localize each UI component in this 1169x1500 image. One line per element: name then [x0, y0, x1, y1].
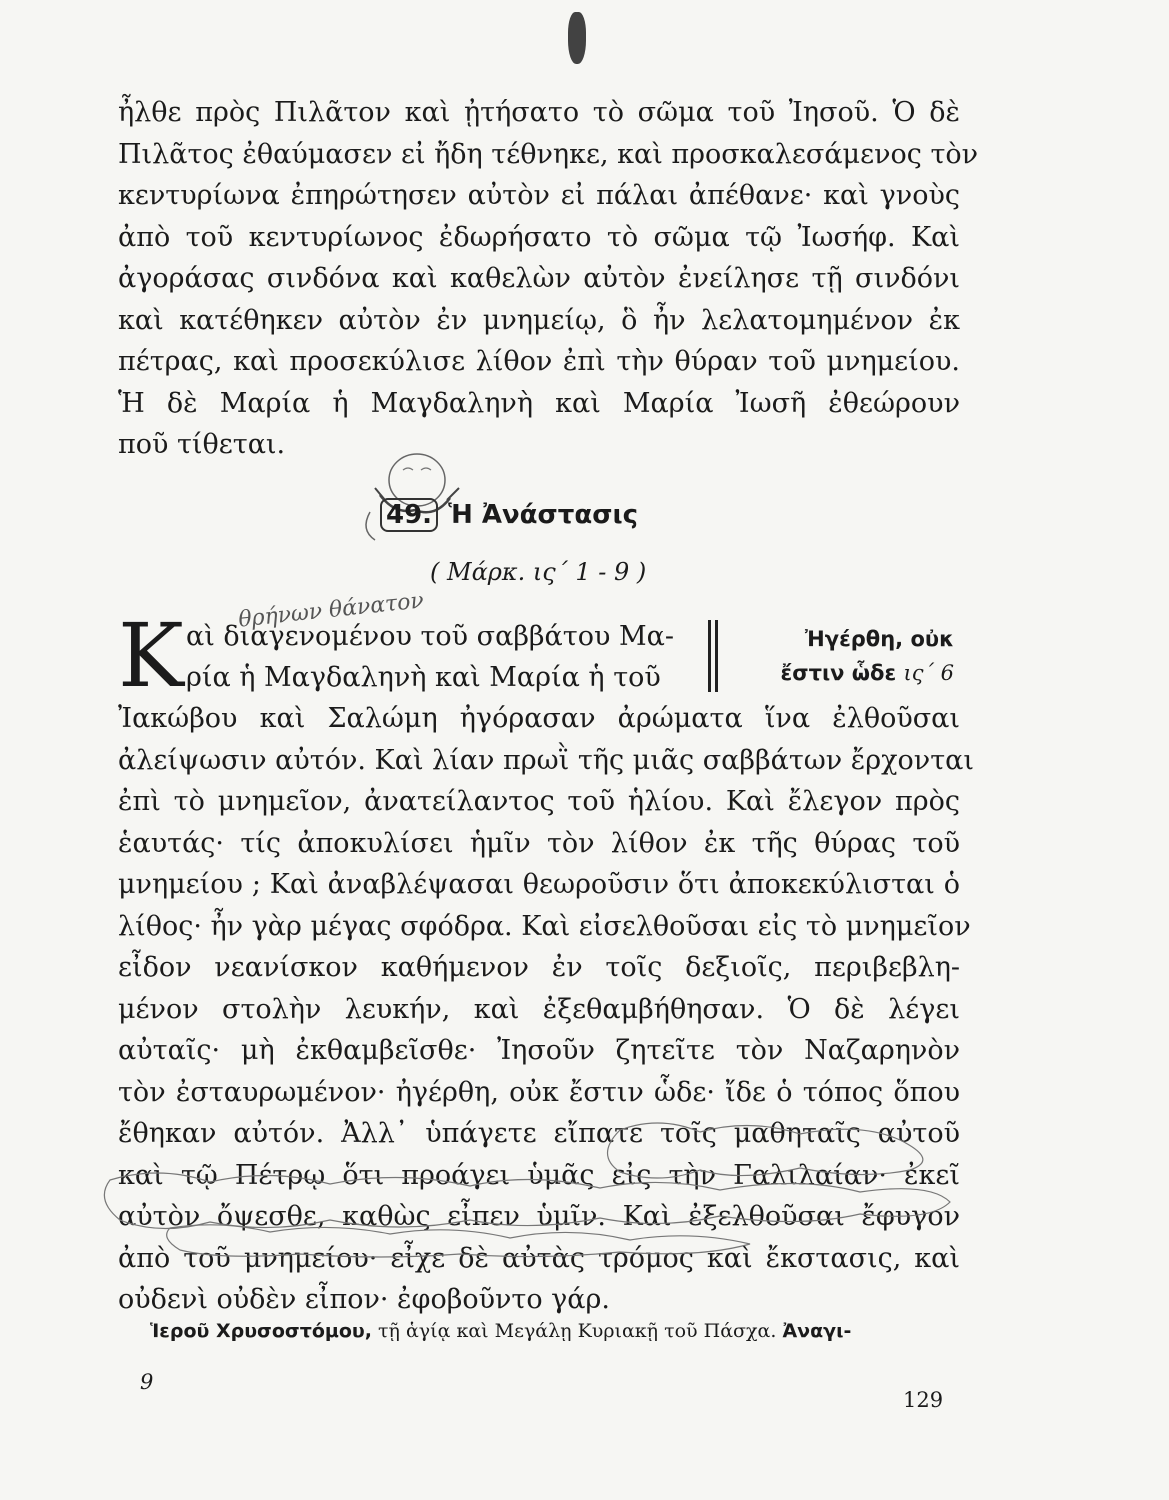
text-line: ἀπὸ τοῦ κεντυρίωνος ἐδωρήσατο τὸ σῶμα τῷ Ἰωσήφ. Καὶ — [118, 221, 960, 253]
footnote-text: τῇ ἁγίᾳ καὶ Μεγάλῃ Κυριακῇ τοῦ Πάσχα. — [378, 1320, 777, 1342]
footnote-source: Ἱεροῦ Χρυσοστόμου, — [150, 1320, 372, 1342]
text-line: ἑαυτάς· τίς ἀποκυλίσει ἡμῖν τὸν λίθον ἐκ τῆς θύρας τοῦ — [118, 827, 960, 859]
signature-mark: 9 — [140, 1370, 154, 1394]
text-line: πέτρας, καὶ προσεκύλισε λίθον ἐπὶ τὴν θύραν τοῦ μνημείου. — [118, 346, 960, 377]
text-line: αὐτὸν ὄψεσθε, καθὼς εἶπεν ὑμῖν. Καὶ ἐξελθοῦσαι ἔφυγον — [118, 1201, 960, 1232]
scripture-reference: ( Μάρκ. ις΄ 1 - 9 ) — [430, 558, 647, 586]
footnote — [150, 1320, 960, 1342]
text-line: κεντυρίωνα ἐπηρώτησεν αὐτὸν εἰ πάλαι ἀπέθανε· καὶ γνοὺς — [118, 180, 960, 211]
page-number: 129 — [903, 1388, 944, 1412]
margin-note-ref: ις΄ 6 — [903, 661, 954, 685]
footnote-trailing: Ἀναγι- — [782, 1320, 852, 1342]
text-line: αὐταῖς· μὴ ἐκθαμβεῖσθε· Ἰησοῦν ζητεῖτε τὸν Ναζαρηνὸν — [118, 1035, 960, 1066]
text-line: λίθος· ἦν γὰρ μέγας σφόδρα. Καὶ εἰσελθοῦσαι εἰς τὸ μνημεῖον — [118, 910, 971, 942]
text-line: τὸν ἐσταυρωμένον· ἠγέρθη, οὐκ ἔστιν ὧδε· ἴδε ὁ τόπος ὅπου — [118, 1076, 960, 1108]
opening-line-2: ρία ἡ Μαγδαληνὴ καὶ Μαρία ἡ τοῦ — [186, 662, 661, 693]
section-title: Ἡ Ἀνάστασις — [448, 500, 639, 530]
margin-rule — [708, 620, 718, 692]
margin-note-line-2: ἔστιν ὧδε — [780, 661, 897, 685]
section-number: 49. — [380, 498, 438, 532]
text-line: ἦλθε πρὸς Πιλᾶτον καὶ ᾐτήσατο τὸ σῶμα τοῦ Ἰησοῦ. Ὁ δὲ — [118, 97, 960, 128]
ink-blot — [568, 12, 586, 64]
handwritten-annotation: θρήνων θάνατον — [237, 588, 425, 633]
text-line: ἀπὸ τοῦ μνημείου· εἶχε δὲ αὐτὰς τρόμος καὶ ἔκστασις, καὶ — [118, 1242, 960, 1274]
text-line: καὶ τῷ Πέτρῳ ὅτι προάγει ὑμᾶς εἰς τὴν Γαλιλαίαν· ἐκεῖ — [118, 1159, 960, 1191]
drop-cap: Κ — [118, 604, 184, 707]
top-paragraph — [118, 92, 979, 466]
text-line: ἀλείψωσιν αὐτόν. Καὶ λίαν πρωῒ τῆς μιᾶς σαββάτων ἔρχονται — [118, 744, 974, 776]
text-line: ποῦ τίθεται. — [118, 429, 286, 460]
text-line: μένον στολὴν λευκήν, καὶ ἐξεθαμβήθησαν. Ὁ δὲ λέγει — [118, 993, 960, 1025]
text-line: ἐπὶ τὸ μνημεῖον, ἀνατείλαντος τοῦ ἡλίου. Καὶ ἔλεγον πρὸς — [118, 786, 960, 817]
section-heading — [380, 498, 638, 532]
doodle-drawing — [355, 440, 475, 550]
margin-note — [764, 622, 954, 690]
text-line: οὐδενὶ οὐδὲν εἶπον· ἐφοβοῦντο γάρ. — [118, 1284, 610, 1315]
text-line: εἶδον νεανίσκον καθήμενον ἐν τοῖς δεξιοῖς, περιβεβλη- — [118, 952, 960, 983]
text-line: ἔθηκαν αὐτόν. Ἀλλ᾽ ὑπάγετε εἴπατε τοῖς μαθηταῖς αὐτοῦ — [118, 1118, 960, 1149]
text-line: Ἡ δὲ Μαρία ἡ Μαγδαληνὴ καὶ Μαρία Ἰωσῆ ἐθεώρουν — [118, 387, 960, 419]
text-line: Πιλᾶτος ἐθαύμασεν εἰ ἤδη τέθνηκε, καὶ προσκαλεσάμενος τὸν — [118, 138, 979, 170]
text-line: ἀγοράσας σινδόνα καὶ καθελὼν αὐτὸν ἐνείλησε τῇ σινδόνι — [118, 263, 960, 294]
opening-line-1: αὶ διαγενομένου τοῦ σαββάτου Μα- — [186, 621, 674, 652]
text-line: καὶ κατέθηκεν αὐτὸν ἐν μνημείῳ, ὃ ἦν λελατομημένον ἐκ — [118, 304, 960, 336]
text-line: Ἰακώβου καὶ Σαλώμη ἠγόρασαν ἀρώματα ἵνα ἐλθοῦσαι — [118, 703, 960, 734]
text-line: μνημείου ; Καὶ ἀναβλέψασαι θεωροῦσιν ὅτι ἀποκεκύλισται ὁ — [118, 869, 960, 900]
body-paragraph — [118, 698, 974, 1321]
margin-note-line-1: Ἠγέρθη, οὐκ — [804, 627, 954, 651]
